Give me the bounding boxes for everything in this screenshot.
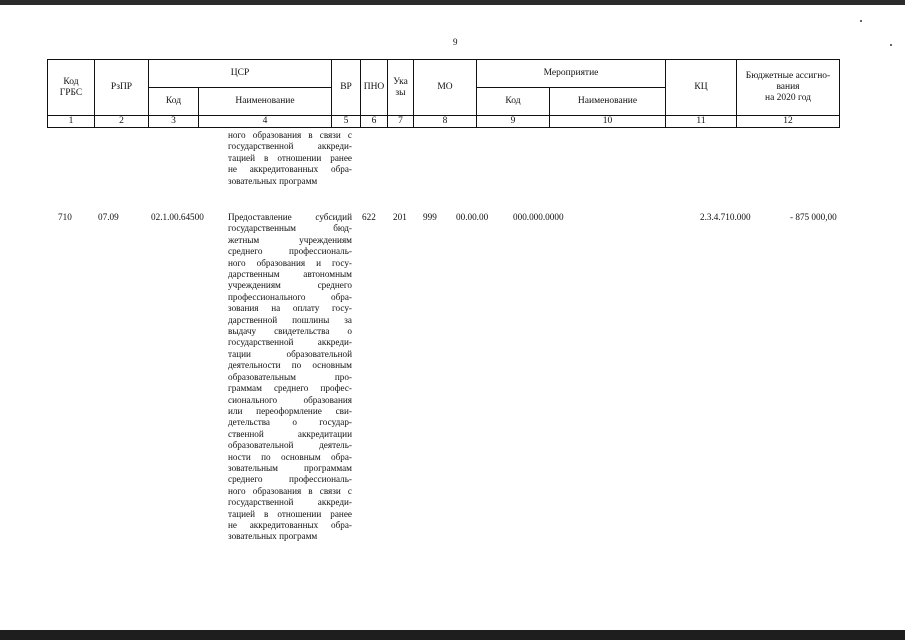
continuation-name-text	[228, 130, 352, 187]
text-line: тации образовательной	[228, 348, 352, 359]
col-rzpr-header: РзПР	[95, 60, 149, 116]
text-line: зовательных программ	[228, 175, 318, 186]
table-header	[47, 59, 840, 128]
column-number: 4	[199, 116, 332, 128]
text-line: ного образования в связи с	[228, 485, 352, 496]
text-line: жетным учреждениям	[228, 234, 352, 245]
text-line: государственной аккреди-	[228, 497, 352, 508]
cell-kc: 2.3.4.710.000	[700, 212, 751, 222]
scan-speck	[890, 44, 892, 46]
text-line: ственной аккредитации	[228, 428, 352, 439]
col-vr-header: ВР	[332, 60, 361, 116]
text-line: образовательной деятель-	[228, 440, 352, 451]
text-line: дарственным автономным	[228, 269, 352, 280]
text-line: деятельности по основным	[228, 360, 352, 371]
column-number: 11	[666, 116, 737, 128]
cell-kod-grbs: 710	[58, 212, 72, 222]
column-number: 5	[332, 116, 361, 128]
col-pno-header: ПНО	[361, 60, 388, 116]
text-line: государственным бюд-	[228, 223, 352, 234]
col-budget-header: Бюджетные ассигно- вания на 2020 год	[737, 60, 840, 116]
cell-pno: 201	[393, 212, 407, 222]
col-event-name-header: Наименование	[550, 88, 666, 116]
scan-speck	[860, 20, 862, 22]
page-number: 9	[453, 37, 458, 47]
cell-csr-kod: 02.1.00.64500	[151, 212, 204, 222]
text-line: ного образования и госу-	[228, 257, 352, 268]
col-ukazy-header: Ука зы	[388, 60, 414, 116]
cell-mo: 00.00.00	[456, 212, 489, 222]
text-line: дарственной пошлины за	[228, 314, 352, 325]
col-mo-header: МО	[414, 60, 477, 116]
text-line: детельства о государ-	[228, 417, 352, 428]
column-number-row	[48, 116, 840, 128]
text-line: сионального образования	[228, 394, 352, 405]
cell-vr: 622	[362, 212, 376, 222]
column-number: 3	[149, 116, 199, 128]
text-line: не аккредитованных обра-	[228, 519, 352, 530]
text-line: не аккредитованных обра-	[228, 164, 352, 175]
text-line: государственной аккреди-	[228, 337, 352, 348]
text-line: ного образования в связи с	[228, 130, 352, 140]
text-line: выдачу свидетельства о	[228, 326, 352, 337]
col-csr-name-header: Наименование	[199, 88, 332, 116]
text-line: образовательным про-	[228, 371, 352, 382]
scan-top-edge	[0, 0, 905, 5]
text-line: зования на оплату госу-	[228, 303, 352, 314]
column-number: 9	[477, 116, 550, 128]
col-kod-grbs-header: Код ГРБС	[48, 60, 95, 116]
col-csr-header: ЦСР	[149, 60, 332, 88]
column-number: 6	[361, 116, 388, 128]
col-kc-header: КЦ	[666, 60, 737, 116]
column-number: 7	[388, 116, 414, 128]
text-line: Предоставление субсидий	[228, 212, 352, 222]
text-line: зовательным программам	[228, 462, 352, 473]
text-line: тацией в отношении ранее	[228, 508, 352, 519]
col-event-kod-header: Код	[477, 88, 550, 116]
text-line: среднего профессиональ-	[228, 246, 352, 257]
cell-amount: - 875 000,00	[790, 212, 837, 222]
text-line: граммам среднего профес-	[228, 383, 352, 394]
text-line: или переоформление сви-	[228, 405, 352, 416]
text-line: среднего профессиональ-	[228, 474, 352, 485]
cell-csr-name	[228, 212, 352, 543]
col-event-header: Мероприятие	[477, 60, 666, 88]
column-number: 8	[414, 116, 477, 128]
text-line: государственной аккреди-	[228, 141, 352, 152]
column-number: 10	[550, 116, 666, 128]
text-line: тацией в отношении ранее	[228, 152, 352, 163]
column-number: 1	[48, 116, 95, 128]
text-line: профессионального обра-	[228, 291, 352, 302]
column-number: 12	[737, 116, 840, 128]
col-csr-kod-header: Код	[149, 88, 199, 116]
column-number: 2	[95, 116, 149, 128]
text-line: зовательных программ	[228, 531, 318, 542]
scan-bottom-edge	[0, 630, 905, 640]
cell-ukazy: 999	[423, 212, 437, 222]
cell-event-kod: 000.000.0000	[513, 212, 564, 222]
text-line: ности по основным обра-	[228, 451, 352, 462]
text-line: учреждениям среднего	[228, 280, 352, 291]
cell-rzpr: 07.09	[98, 212, 119, 222]
